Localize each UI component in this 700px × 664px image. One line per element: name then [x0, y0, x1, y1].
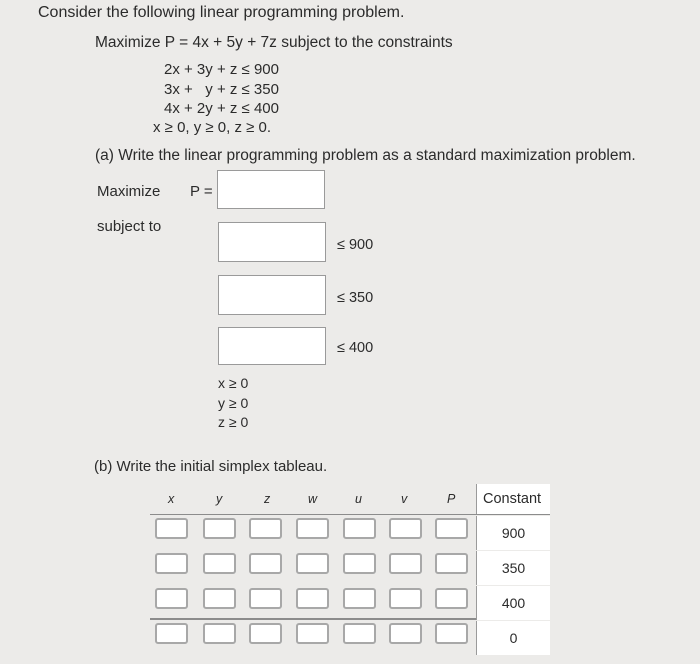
x-nonneg: x ≥ 0 [218, 375, 249, 391]
tableau-cell-r4-u[interactable] [343, 623, 376, 644]
part-a-prompt: (a) Write the linear programming problem as a standard maximization problem. [95, 147, 636, 164]
tableau-cell-r2-z[interactable] [249, 553, 282, 574]
tableau-cell-r3-u[interactable] [343, 588, 376, 609]
tableau-cell-r4-p[interactable] [435, 623, 468, 644]
constant-value-r2: 350 [476, 551, 550, 585]
tableau-cell-r3-p[interactable] [435, 588, 468, 609]
constant-value-r1: 900 [476, 516, 550, 550]
tableau-cell-r1-y[interactable] [203, 518, 236, 539]
tableau-cell-r3-v[interactable] [389, 588, 422, 609]
constant-value-r4: 0 [476, 621, 550, 655]
constraint-2-rhs: ≤ 350 [337, 290, 374, 306]
constraint-3-rhs: ≤ 400 [337, 340, 374, 356]
maximize-label: Maximize [97, 183, 161, 200]
tableau-cell-r2-w[interactable] [296, 553, 329, 574]
objective-input[interactable] [217, 170, 325, 209]
constraint-2-input[interactable] [218, 275, 326, 315]
tableau-cell-r1-u[interactable] [343, 518, 376, 539]
tableau-cell-r2-y[interactable] [203, 553, 236, 574]
tableau-cell-r1-w[interactable] [296, 518, 329, 539]
tableau-cell-r4-w[interactable] [296, 623, 329, 644]
header-divider [150, 514, 550, 515]
tableau-cell-r1-v[interactable] [389, 518, 422, 539]
tableau-cell-r2-p[interactable] [435, 553, 468, 574]
problem-intro: Consider the following linear programming problem. [38, 4, 405, 21]
y-nonneg: y ≥ 0 [218, 395, 249, 411]
tableau-cell-r3-x[interactable] [155, 588, 188, 609]
column-header-x: x [168, 492, 175, 506]
column-header-v: v [401, 492, 408, 506]
tableau-cell-r4-z[interactable] [249, 623, 282, 644]
column-header-z: z [264, 492, 271, 506]
constraint-1-input[interactable] [218, 222, 326, 262]
tableau-cell-r2-v[interactable] [389, 553, 422, 574]
constraint-3: 4x + 2y + z ≤ 400 [164, 100, 279, 117]
constraint-1-rhs: ≤ 900 [337, 237, 374, 253]
column-header-u: u [355, 492, 362, 506]
p-equals-label: P = [190, 183, 213, 200]
tableau-cell-r1-x[interactable] [155, 518, 188, 539]
constraint-3-input[interactable] [218, 327, 326, 365]
z-nonneg: z ≥ 0 [218, 414, 249, 430]
subject-to-label: subject to [97, 218, 162, 235]
tableau-cell-r2-u[interactable] [343, 553, 376, 574]
tableau-cell-r4-x[interactable] [155, 623, 188, 644]
tableau-cell-r2-x[interactable] [155, 553, 188, 574]
tableau-cell-r1-p[interactable] [435, 518, 468, 539]
column-header-y: y [216, 492, 223, 506]
constant-value-r3: 400 [476, 586, 550, 620]
tableau-cell-r3-z[interactable] [249, 588, 282, 609]
tableau-cell-r3-w[interactable] [296, 588, 329, 609]
part-b-prompt: (b) Write the initial simplex tableau. [94, 458, 328, 475]
column-header-p: P [447, 492, 456, 506]
constant-header: Constant [476, 484, 550, 514]
constraint-1: 2x + 3y + z ≤ 900 [164, 61, 279, 78]
tableau-cell-r4-y[interactable] [203, 623, 236, 644]
constraint-2: 3x + y + z ≤ 350 [164, 81, 279, 98]
objective-function: Maximize P = 4x + 5y + 7z subject to the constraints [95, 34, 453, 51]
tableau-cell-r4-v[interactable] [389, 623, 422, 644]
nonnegativity-constraints: x ≥ 0, y ≥ 0, z ≥ 0. [153, 119, 272, 136]
column-header-w: w [308, 492, 318, 506]
tableau-cell-r3-y[interactable] [203, 588, 236, 609]
tableau-cell-r1-z[interactable] [249, 518, 282, 539]
